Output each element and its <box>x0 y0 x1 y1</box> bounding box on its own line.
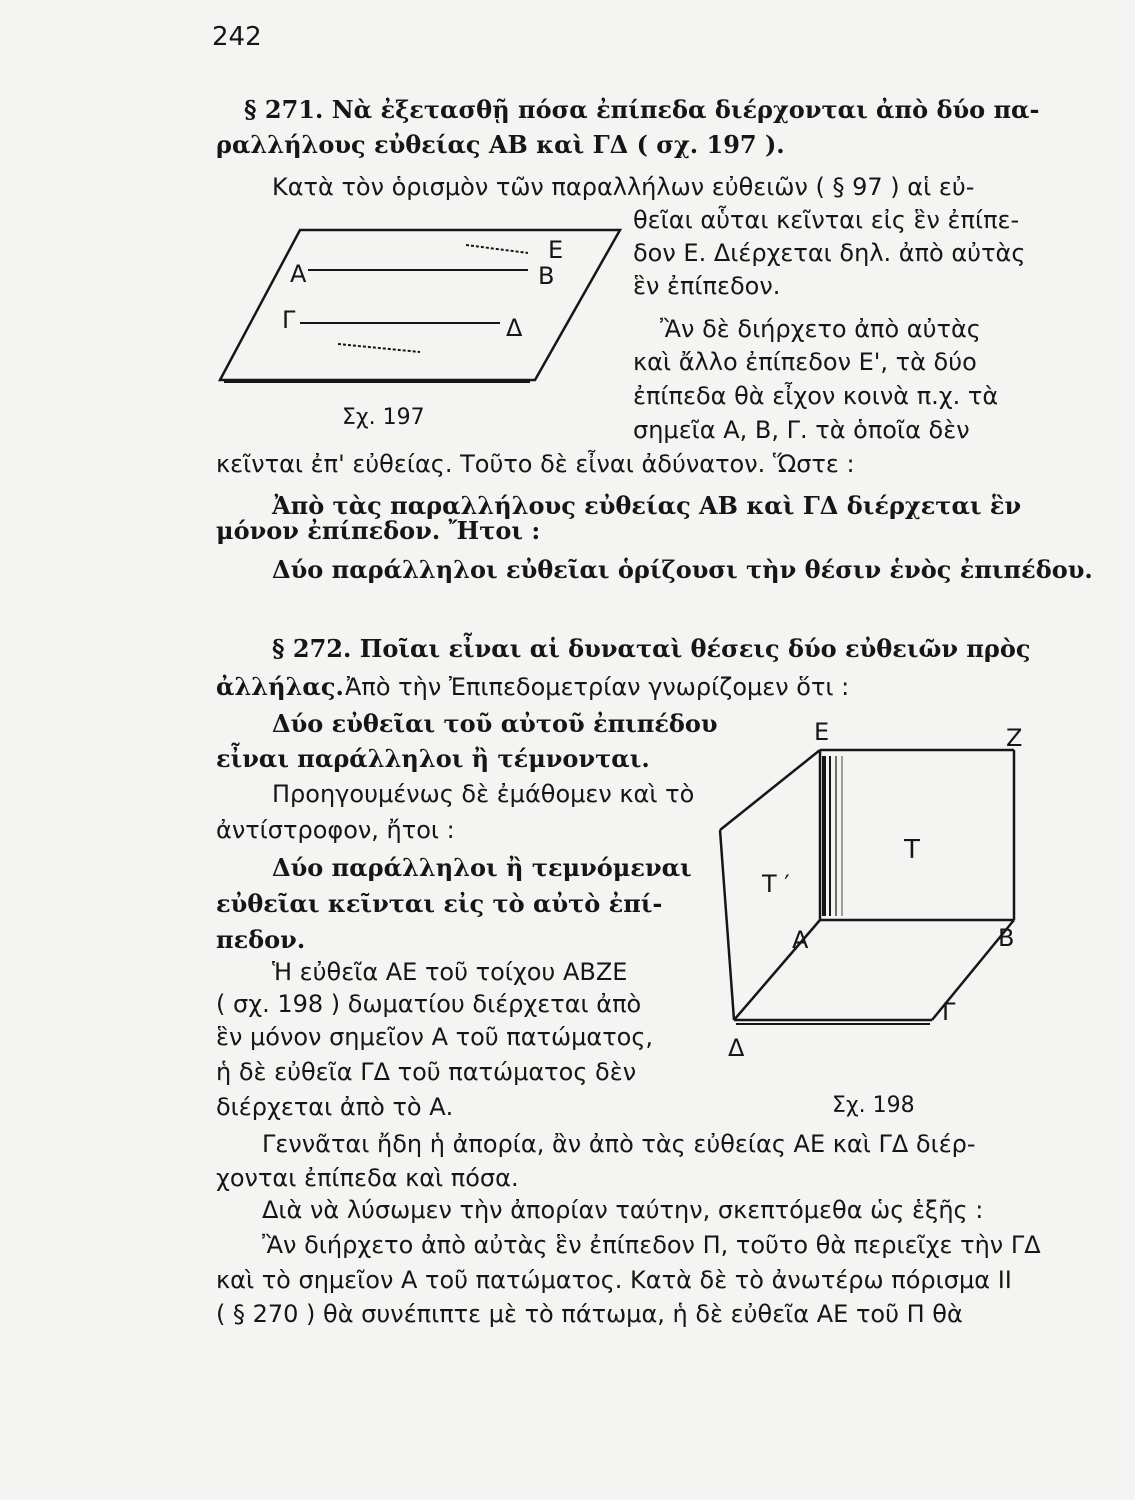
figure-197 <box>210 220 630 440</box>
label-g: Γ <box>282 306 296 334</box>
left-wall-front-edge <box>720 830 734 1020</box>
section-272-paragraph-line: Ἂν διήρχετο ἀπὸ αὐτὰς ἓν ἐπίπεδον Π, τοῦτο θὰ περιεῖχε τὴν ΓΔ <box>262 1231 1041 1259</box>
section-271-theorem: Δύο παράλληλοι εὐθεῖαι ὁρίζουσι τὴν θέσιν ἑνὸς ἐπιπέδου. <box>272 555 1093 584</box>
label-a: Α <box>290 260 307 288</box>
left-wall-top-edge <box>720 750 820 830</box>
section-272-paragraph-line: Προηγουμένως δὲ ἐμάθομεν καὶ τὸ <box>272 780 695 808</box>
page-number: 242 <box>212 22 262 52</box>
section-272-paragraph-line: ἡ δὲ εὐθεῖα ΓΔ τοῦ πατώματος δὲν <box>216 1058 637 1086</box>
section-271-paragraph-line: Ἂν δὲ διήρχετο ἀπὸ αὐτὰς <box>660 315 981 343</box>
section-272-paragraph-line: ἓν μόνον σημεῖον Α τοῦ πατώματος, <box>216 1023 654 1051</box>
label-t-prime: Τ ′ <box>762 870 790 898</box>
plane-e-prime-edge-bottom <box>338 344 420 352</box>
section-272-theorem2-line2: εὐθεῖαι κεῖνται εἰς τὸ αὐτὸ ἐπί- <box>216 889 663 918</box>
section-272-paragraph-line: διέρχεται ἀπὸ τὸ Α. <box>216 1093 454 1121</box>
figure-197-caption: Σχ. 197 <box>342 405 425 430</box>
figure-198-caption: Σχ. 198 <box>832 1093 915 1118</box>
label-a: Α <box>792 926 809 954</box>
section-272-heading-line1: § 272. Ποῖαι εἶναι αἱ δυναταὶ θέσεις δύο εὐθειῶν πρὸς <box>272 634 1031 663</box>
section-271-paragraph-line: ἐπίπεδα θὰ εἶχον κοινὰ π.χ. τὰ <box>633 382 999 410</box>
label-b: Β <box>538 262 555 290</box>
section-272-theorem1-line1: Δύο εὐθεῖαι τοῦ αὐτοῦ ἐπιπέδου <box>272 709 718 738</box>
section-272-theorem2-line3: πεδον. <box>216 925 306 954</box>
section-272-paragraph-line: ( σχ. 198 ) δωματίου διέρχεται ἀπὸ <box>216 990 642 1018</box>
figure-198 <box>700 720 1040 1120</box>
label-e: Ε <box>814 720 830 746</box>
section-272-paragraph-line: καὶ τὸ σημεῖον Α τοῦ πατώματος. Κατὰ δὲ τὸ ἀνωτέρω πόρισμα ΙΙ <box>216 1266 1012 1294</box>
label-d: Δ <box>728 1034 745 1062</box>
section-271-paragraph-line: Κατὰ τὸν ὁρισμὸν τῶν παραλλήλων εὐθειῶν ( § 97 ) αἱ εὐ- <box>272 173 975 201</box>
section-272-paragraph-line: ἀντίστροφον, ἤτοι : <box>216 816 455 844</box>
section-272-paragraph-line: Ἡ εὐθεῖα ΑΕ τοῦ τοίχου ΑΒΖΕ <box>272 958 628 986</box>
label-g: Γ <box>942 998 956 1026</box>
section-272-theorem1-line2: εἶναι παράλληλοι ἢ τέμνονται. <box>216 744 650 773</box>
label-z: Ζ <box>1006 724 1023 752</box>
section-271-conclusion-line2: μόνον ἐπίπεδον. Ἤτοι : <box>216 516 541 545</box>
label-b: Β <box>998 924 1015 952</box>
section-271-heading-line1: § 271. Νὰ ἐξετασθῇ πόσα ἐπίπεδα διέρχονται ἀπὸ δύο πα- <box>244 95 1040 124</box>
label-t: Τ <box>904 835 920 865</box>
section-271-conclusion-line1: Ἀπὸ τὰς παραλλήλους εὐθείας ΑΒ καὶ ΓΔ διέρχεται ἓν <box>272 491 1022 520</box>
section-271-paragraph-line: δον Ε. Διέρχεται δηλ. ἀπὸ αὐτὰς <box>633 239 1026 267</box>
section-272-heading-line2b: Ἀπὸ τὴν Ἐπιπεδομετρίαν γνωρίζομεν ὅτι : <box>345 673 850 701</box>
section-271-paragraph-line: σημεῖα Α, Β, Γ. τὰ ὁποῖα δὲν <box>633 416 970 444</box>
section-271-paragraph-line: ἓν ἐπίπεδον. <box>633 272 781 300</box>
section-271-paragraph-line: θεῖαι αὗται κεῖνται εἰς ἓν ἐπίπε- <box>633 206 1020 234</box>
label-d: Δ <box>506 314 523 342</box>
section-271-paragraph-line: κεῖνται ἐπ' εὐθείας. Τοῦτο δὲ εἶναι ἀδύνατον. Ὥστε : <box>216 450 855 478</box>
section-272-heading-line2a: ἀλλήλας. <box>216 672 344 701</box>
section-272-paragraph-line: ( § 270 ) θὰ συνέπιπτε μὲ τὸ πάτωμα, ἡ δὲ εὐθεῖα ΑΕ τοῦ Π θὰ <box>216 1300 963 1328</box>
label-e: Ε <box>548 236 564 264</box>
section-271-paragraph-line: καὶ ἄλλο ἐπίπεδον Ε', τὰ δύο <box>633 348 977 376</box>
section-272-theorem2-line1: Δύο παράλληλοι ἢ τεμνόμεναι <box>272 853 692 882</box>
section-272-paragraph-line: χονται ἐπίπεδα καὶ πόσα. <box>216 1164 519 1192</box>
section-271-heading-line2: ραλλήλους εὐθείας ΑΒ καὶ ΓΔ ( σχ. 197 ). <box>216 130 785 159</box>
section-272-paragraph-line: Γεννᾶται ἤδη ἡ ἀπορία, ἂν ἀπὸ τὰς εὐθείας ΑΕ καὶ ΓΔ διέρ- <box>262 1130 976 1158</box>
section-272-paragraph-line: Διὰ νὰ λύσωμεν τὴν ἀπορίαν ταύτην, σκεπτόμεθα ὡς ἑξῆς : <box>262 1196 984 1224</box>
plane-e-prime-edge-top <box>466 245 528 253</box>
